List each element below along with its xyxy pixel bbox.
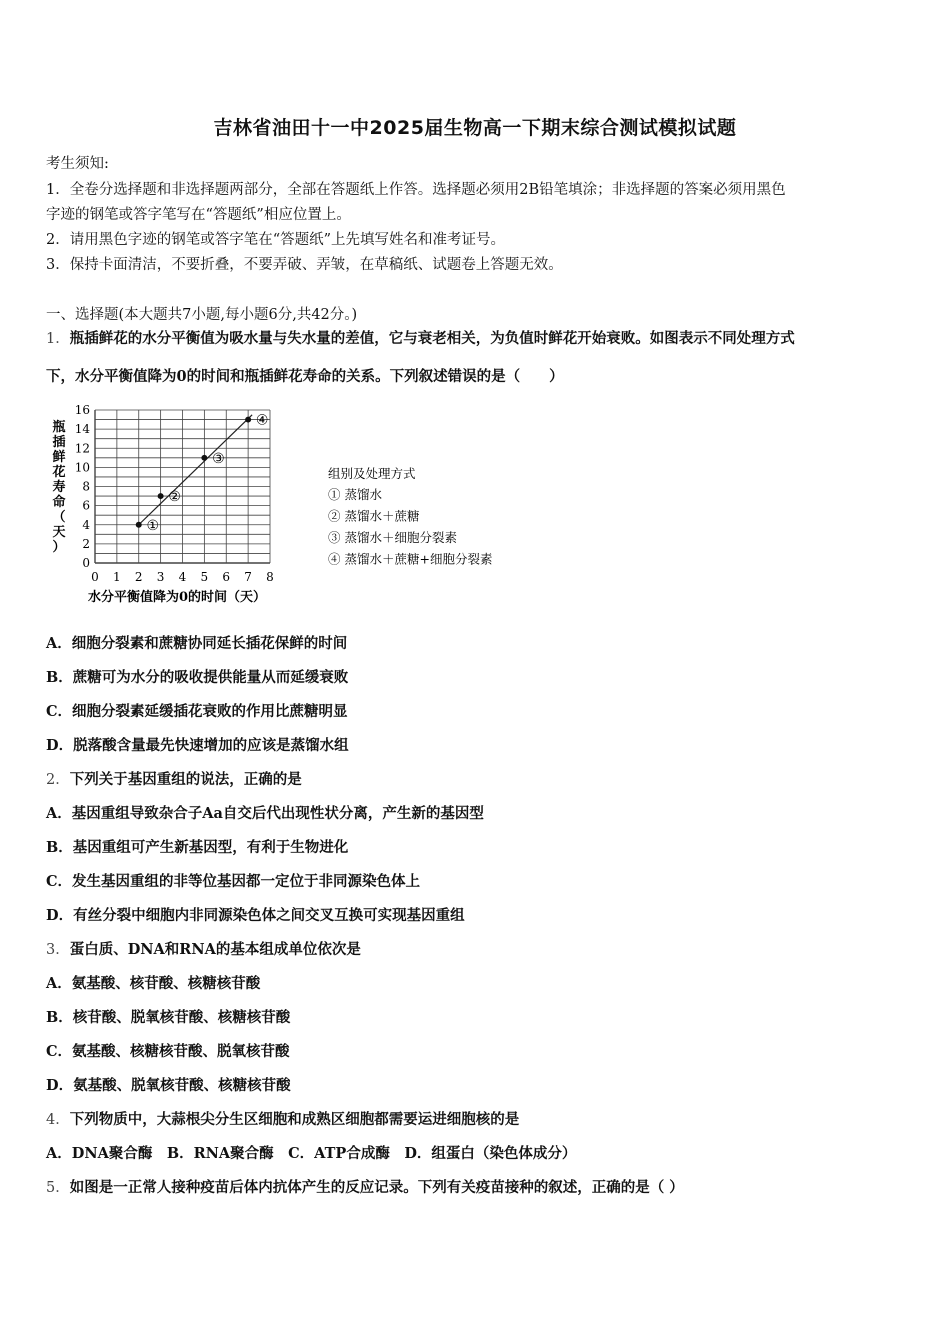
section-heading: 一、选择题(本大题共7小题,每小题6分,共42分。) <box>46 307 358 323</box>
q2-option-b <box>46 836 348 857</box>
y-tick-label: 14 <box>74 422 90 437</box>
y-tick-label: 10 <box>74 460 90 475</box>
question-number: 3． <box>46 942 70 958</box>
option-label: C． <box>46 703 73 720</box>
x-axis-label: 水分平衡值降为0的时间（天） <box>88 590 267 605</box>
x-tick-label: 1 <box>113 570 121 584</box>
y-tick-label: 12 <box>74 441 90 456</box>
y-axis-label-char: 天 <box>52 525 66 540</box>
option-text: 核苷酸、脱氧核苷酸、核糖核苷酸 <box>72 1009 291 1026</box>
data-point-label: ④ <box>255 412 269 429</box>
x-tick-label: 3 <box>156 570 165 584</box>
y-axis-label-char: 瓶 <box>52 420 66 435</box>
question-number: 4． <box>46 1112 70 1128</box>
q2-option-a <box>46 802 484 823</box>
y-tick-label: 2 <box>82 536 90 551</box>
option-text: 有丝分裂中细胞内非同源染色体之间交叉互换可实现基因重组 <box>73 907 465 924</box>
option-text: 氨基酸、核糖核苷酸、脱氧核苷酸 <box>72 1043 290 1060</box>
x-tick-label: 8 <box>266 570 274 584</box>
option-text: 脱落酸含量最先快速增加的应该是蒸馏水组 <box>73 737 349 754</box>
y-axis-label-char: ） <box>52 540 66 555</box>
option-text: 发生基因重组的非等位基因都一定位于非同源染色体上 <box>72 873 421 890</box>
legend-entry: ① 蒸馏水 <box>328 487 382 502</box>
chart-legend <box>328 466 492 567</box>
y-axis-label-char: 花 <box>52 465 66 480</box>
question-5-stem-text: 如图是一正常人接种疫苗后体内抗体产生的反应记录。下列有关疫苗接种的叙述，正确的是（ ） <box>69 1179 684 1196</box>
data-point <box>158 493 164 499</box>
x-tick-label: 7 <box>244 570 252 584</box>
question-4-stem-text: 下列物质中，大蒜根尖分生区细胞和成熟区细胞都需要运进细胞核的是 <box>69 1111 520 1128</box>
question-number: 1． <box>46 331 70 347</box>
option-label: B． <box>46 1009 73 1026</box>
y-axis-label-char: 插 <box>52 435 66 450</box>
question-3-stem-text: 蛋白质、DNA和RNA的基本组成单位依次是 <box>69 941 361 958</box>
question-1-stem-cont: 下，水分平衡值降为0的时间和瓶插鲜花寿命的关系。下列叙述错误的是（ ） <box>46 368 564 385</box>
question-3-stem <box>46 938 361 959</box>
option-label: D． <box>46 1077 74 1094</box>
q3-option-d <box>46 1074 291 1095</box>
question-4-stem <box>46 1108 519 1129</box>
option-text: 细胞分裂素延缓插花衰败的作用比蔗糖明显 <box>72 703 348 720</box>
question-2-stem-text: 下列关于基因重组的说法，正确的是 <box>69 771 302 788</box>
q1-option-b <box>46 666 348 687</box>
x-tick-label: 0 <box>91 570 99 584</box>
x-tick-label: 5 <box>200 570 209 584</box>
data-point <box>136 522 142 528</box>
notice-item-3: 3．保持卡面清洁，不要折叠，不要弄破、弄皱，在草稿纸、试题卷上答题无效。 <box>46 257 563 273</box>
notice-item-1-cont: 字迹的钢笔或答字笔写在“答题纸”相应位置上。 <box>46 207 351 223</box>
q3-option-c <box>46 1040 290 1061</box>
option-text: 蔗糖可为水分的吸收提供能量从而延缓衰败 <box>72 669 349 686</box>
option-label: B． <box>46 839 73 856</box>
question-1-stem <box>46 327 795 348</box>
q3-option-a <box>46 972 260 993</box>
data-point-label: ① <box>146 517 160 534</box>
y-axis-label-char: （ <box>52 510 66 525</box>
y-tick-labels <box>75 403 91 570</box>
data-point <box>245 417 251 423</box>
option-label: A． <box>46 635 72 652</box>
trend-line <box>139 415 252 525</box>
option-label: D． <box>46 737 74 754</box>
x-tick-labels <box>91 570 274 584</box>
q4-options: A．DNA聚合酶 B．RNA聚合酶 C．ATP合成酶 D．组蛋白（染色体成分） <box>46 1145 577 1162</box>
legend-entry: ③ 蒸馏水＋细胞分裂素 <box>328 530 457 545</box>
question-2-stem <box>46 768 302 789</box>
legend-title: 组别及处理方式 <box>328 466 416 481</box>
y-tick-label: 8 <box>82 479 90 494</box>
y-tick-label: 16 <box>74 403 90 417</box>
page-title: 吉林省油田十一中2025届生物高一下期末综合测试模拟试题 <box>213 117 737 139</box>
legend-entry: ② 蒸馏水＋蔗糖 <box>328 508 420 524</box>
q1-option-c <box>46 700 348 721</box>
option-text: 基因重组导致杂合子Aa自交后代出现性状分离，产生新的基因型 <box>71 805 484 822</box>
notice-item-2: 2．请用黑色字迹的钢笔或答字笔在“答题纸”上先填写姓名和准考证号。 <box>46 232 506 248</box>
data-point-label: ③ <box>212 450 225 467</box>
option-label: B． <box>46 669 73 686</box>
chart-grid <box>95 410 270 563</box>
question-number: 5． <box>46 1180 70 1196</box>
data-point-label: ② <box>168 489 181 506</box>
option-label: A． <box>46 975 72 992</box>
option-label: D． <box>46 907 74 924</box>
q3-option-b <box>46 1006 290 1027</box>
x-tick-label: 2 <box>134 570 143 584</box>
y-axis-label-char: 命 <box>52 495 66 510</box>
q1-option-d <box>46 734 349 755</box>
option-text: 氨基酸、脱氧核苷酸、核糖核苷酸 <box>73 1077 291 1094</box>
y-axis-label <box>51 419 65 555</box>
question-5-stem <box>46 1176 684 1197</box>
lifespan-chart <box>40 395 540 615</box>
option-text: 基因重组可产生新基因型，有利于生物进化 <box>72 839 349 856</box>
y-axis-label-char: 寿 <box>52 480 66 495</box>
notice-heading: 考生须知: <box>46 156 109 172</box>
data-point <box>201 455 207 461</box>
q2-option-c <box>46 870 420 891</box>
x-tick-label: 4 <box>178 570 187 584</box>
y-tick-label: 0 <box>82 556 90 570</box>
y-tick-label: 4 <box>82 517 90 532</box>
x-tick-label: 6 <box>222 570 231 584</box>
option-label: C． <box>46 873 73 890</box>
q1-option-a <box>46 632 347 653</box>
y-axis-label-char: 鲜 <box>52 450 66 465</box>
notice-item-1: 1．全卷分选择题和非选择题两部分，全部在答题纸上作答。选择题必须用2B铅笔填涂；非选择题的答案必须用黑色 <box>46 182 786 198</box>
question-number: 2． <box>46 772 70 788</box>
q2-option-d <box>46 904 465 925</box>
question-1-stem-text: 瓶插鲜花的水分平衡值为吸水量与失水量的差值，它与衰老相关，为负值时鲜花开始衰败。如图表示不同处理方式 <box>69 330 795 347</box>
y-tick-label: 6 <box>82 498 90 513</box>
option-text: 细胞分裂素和蔗糖协同延长插花保鲜的时间 <box>71 635 348 652</box>
option-text: 氨基酸、核苷酸、核糖核苷酸 <box>71 975 261 992</box>
legend-entry: ④ 蒸馏水＋蔗糖+细胞分裂素 <box>328 551 493 567</box>
option-label: A． <box>46 805 72 822</box>
option-label: C． <box>46 1043 73 1060</box>
